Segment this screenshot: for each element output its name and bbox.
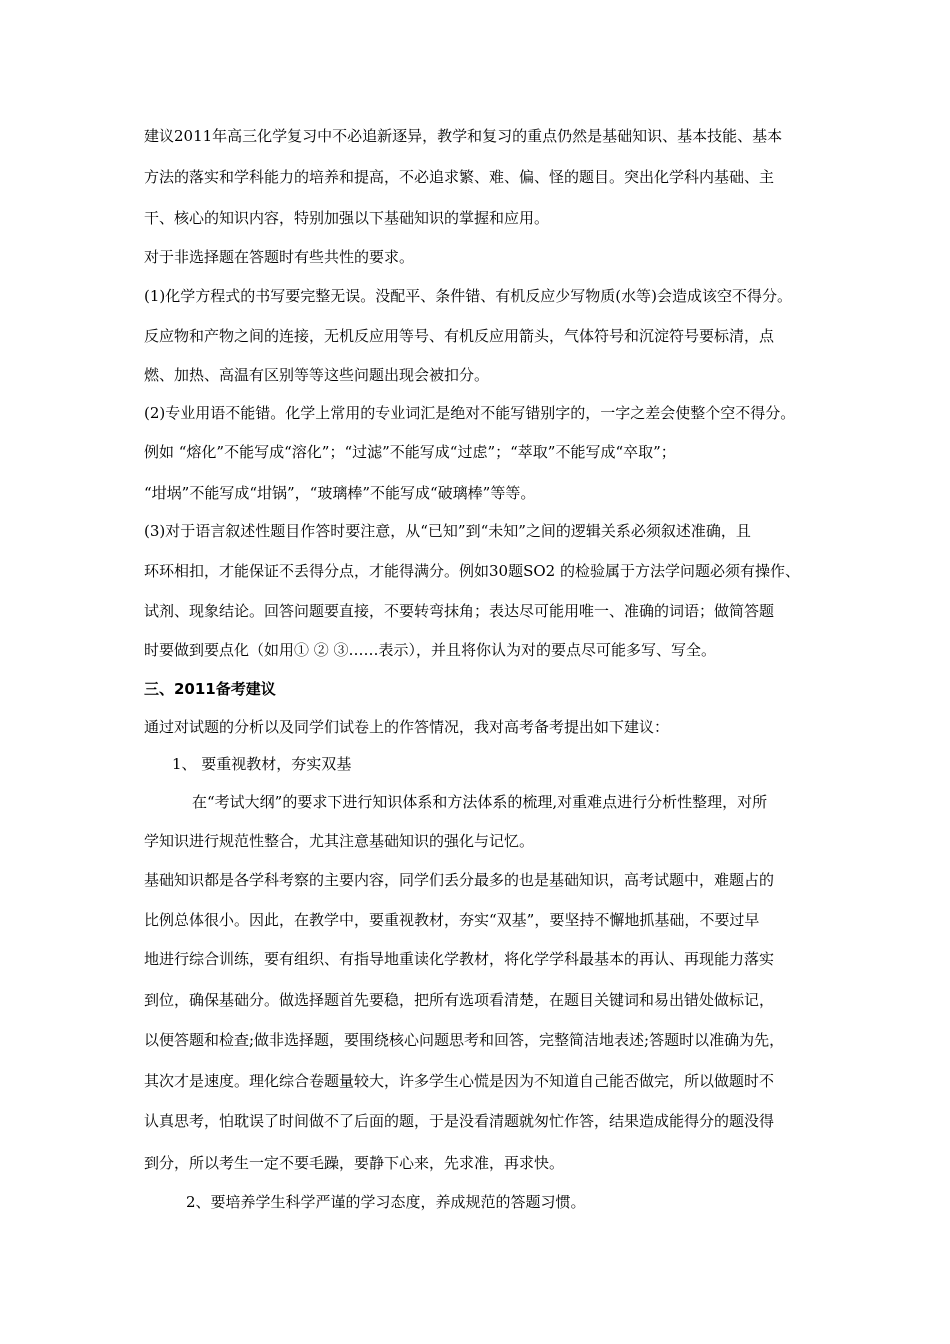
paragraph-line: 试剂、现象结论。回答问题要直接，不要转弯抹角；表达尽可能用唯一、准确的词语；做简答题 [144, 602, 775, 620]
paragraph-line: 学知识进行规范性整合，尤其注意基础知识的强化与记忆。 [144, 832, 535, 850]
paragraph-line: 基础知识都是各学科考察的主要内容，同学们丢分最多的也是基础知识，高考试题中，难题占的 [144, 871, 775, 889]
paragraph-line: 其次才是速度。理化综合卷题量较大，许多学生心慌是因为不知道自己能否做完，所以做题时不 [144, 1072, 775, 1090]
paragraph-line: 通过对试题的分析以及同学们试卷上的作答情况，我对高考备考提出如下建议： [144, 718, 670, 736]
list-item-heading: 1、 要重视教材，夯实双基 [172, 755, 352, 773]
paragraph-line: 以便答题和检查;做非选择题，要围绕核心问题思考和回答，完整简洁地表述;答题时以准确为先， [144, 1031, 785, 1049]
paragraph-line: (3)对于语言叙述性题目作答时要注意，从“已知”到“未知”之间的逻辑关系必须叙述准确，且 [144, 522, 751, 540]
paragraph-line: 到位，确保基础分。做选择题首先要稳，把所有选项看清楚，在题目关键词和易出错处做标记， [144, 991, 775, 1009]
paragraph-line: “坩埚”不能写成“坩锅”，“玻璃棒”不能写成“破璃棒”等等。 [144, 484, 536, 502]
paragraph-line: 反应物和产物之间的连接，无机反应用等号、有机反应用箭头，气体符号和沉淀符号要标清，点 [144, 327, 775, 345]
paragraph-line: 例如 “熔化”不能写成“溶化”；“过滤”不能写成“过虑”；“萃取”不能写成“卒取”； [144, 443, 676, 461]
paragraph-line: 认真思考，怕耽误了时间做不了后面的题，于是没看清题就匆忙作答，结果造成能得分的题没得 [144, 1112, 775, 1130]
paragraph-line: (1)化学方程式的书写要完整无误。没配平、条件错、有机反应少写物质(水等)会造成该空不得分。 [144, 287, 792, 305]
paragraph-line: 环环相扣，才能保证不丢得分点，才能得满分。例如30题SO2 的检验属于方法学问题必须有操作、 [144, 562, 800, 580]
paragraph-line: (2)专业用语不能错。化学上常用的专业词汇是绝对不能写错别字的，一字之差会使整个空不得分。 [144, 404, 796, 422]
paragraph-line: 对于非选择题在答题时有些共性的要求。 [144, 248, 415, 266]
list-item-heading: 2、要培养学生科学严谨的学习态度，养成规范的答题习惯。 [186, 1193, 586, 1211]
paragraph-line: 比例总体很小。因此，在教学中，要重视教材，夯实“双基”，要坚持不懈地抓基础，不要过早 [144, 911, 760, 929]
paragraph-line: 时要做到要点化（如用① ② ③……表示），并且将你认为对的要点尽可能多写、写全。 [144, 641, 717, 659]
paragraph-line: 建议2011年高三化学复习中不必追新逐异，教学和复习的重点仍然是基础知识、基本技能、基本 [144, 127, 783, 145]
paragraph-line: 方法的落实和学科能力的培养和提高，不必追求繁、难、偏、怪的题目。突出化学科内基础、主 [144, 168, 775, 186]
paragraph-line: 燃、加热、高温有区别等等这些问题出现会被扣分。 [144, 366, 490, 384]
section-heading: 三、2011备考建议 [144, 680, 276, 698]
paragraph-line: 在“考试大纲”的要求下进行知识体系和方法体系的梳理,对重难点进行分析性整理，对所 [192, 793, 768, 811]
paragraph-line: 地进行综合训练，要有组织、有指导地重读化学教材，将化学学科最基本的再认、再现能力落实 [144, 950, 775, 968]
paragraph-line: 到分，所以考生一定不要毛躁，要静下心来，先求准，再求快。 [144, 1154, 565, 1172]
paragraph-line: 干、核心的知识内容，特别加强以下基础知识的掌握和应用。 [144, 209, 550, 227]
